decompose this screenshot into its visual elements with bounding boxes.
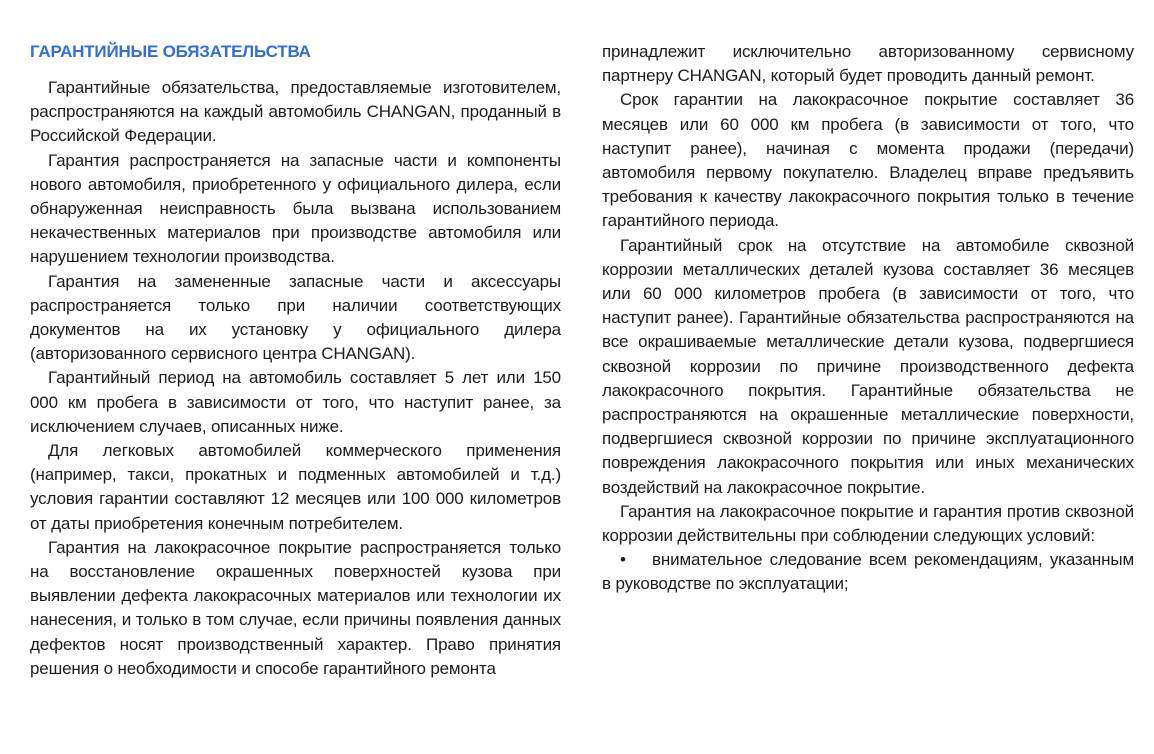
paragraph: Гарантийный срок на отсутствие на автомобиле сквозной коррозии металлических деталей кузова составляет 36 месяцев или 60 000 километров пробега (в зависимости от того, что наступит ранее). Гарантийные обязательства распространяются на все окрашиваемые металлические детали кузова, подвергшиеся сквозной коррозии по причине производственного дефекта лакокрасочного покрытия. Гарантийные обязательства не распространяются на окрашенные металлические поверхности, подвергшиеся сквозной коррозии по причине эксплуатационного повреждения лакокрасочного покрытия или иных механических воздействий на лакокрасочное покрытие.	[602, 235, 1134, 497]
section-heading: ГАРАНТИЙНЫЕ ОБЯЗАТЕЛЬСТВА	[30, 42, 311, 61]
paragraph: Гарантийные обязательства, предоставляемые изготовителем, распространяются на каждый автомобиль CHANGAN, проданный в Российской Федерации.	[30, 78, 561, 146]
paragraph: Гарантия распространяется на запасные части и компоненты нового автомобиля, приобретенного у официального дилера, если обнаруженная неисправность была вызвана использованием некачественных материалов при производстве автомобиля или нарушением технологии производства.	[30, 150, 561, 267]
bullet-list-item	[602, 548, 1134, 596]
paragraph: Гарантийный период на автомобиль составляет 5 лет или 150 000 км пробега в зависимости от того, что наступит ранее, за исключением случаев, описанных ниже.	[30, 368, 561, 436]
bullet-text: внимательное следование всем рекомендациям, указанным в руководстве по эксплуатации;	[602, 550, 1134, 594]
paragraph: Гарантия на лакокрасочное покрытие распространяется только на восстановление окрашенных поверхностей кузова при выявлении дефекта лакокрасочных материалов или технологии их нанесения, и только в том случае, если причины появления данных дефектов носят производственный характер. Право принятия решения о необходимости и способе гарантийного ремонта	[30, 537, 561, 678]
paragraph: Для легковых автомобилей коммерческого применения (например, такси, прокатных и подменных автомобилей и т.д.) условия гарантии составляют 12 месяцев или 100 000 километров от даты приобретения конечным потребителем.	[30, 441, 561, 533]
right-column-text	[602, 40, 1134, 597]
bullet-icon: •	[620, 550, 626, 570]
paragraph: Срок гарантии на лакокрасочное покрытие составляет 36 месяцев или 60 000 км пробега (в зависимости от того, что наступит ранее), начиная с момента продажи (передачи) автомобиля первому покупателю. Владелец вправе предъявить требования к качеству лакокрасочного покрытия только в течение гарантийного периода.	[602, 90, 1134, 231]
paragraph: Гарантия на замененные запасные части и аксессуары распространяется только при наличии соответствующих документов на их установку у официального дилера (авторизованного сервисного центра CHANGAN).	[30, 271, 561, 364]
paragraph: Гарантия на лакокрасочное покрытие и гарантия против сквозной коррозии действительны при соблюдении следующих условий:	[602, 501, 1134, 546]
paragraph-continuation: принадлежит исключительно авторизованному сервисному партнеру CHANGAN, который будет проводить данный ремонт.	[602, 42, 1134, 86]
left-column-text	[30, 76, 561, 681]
